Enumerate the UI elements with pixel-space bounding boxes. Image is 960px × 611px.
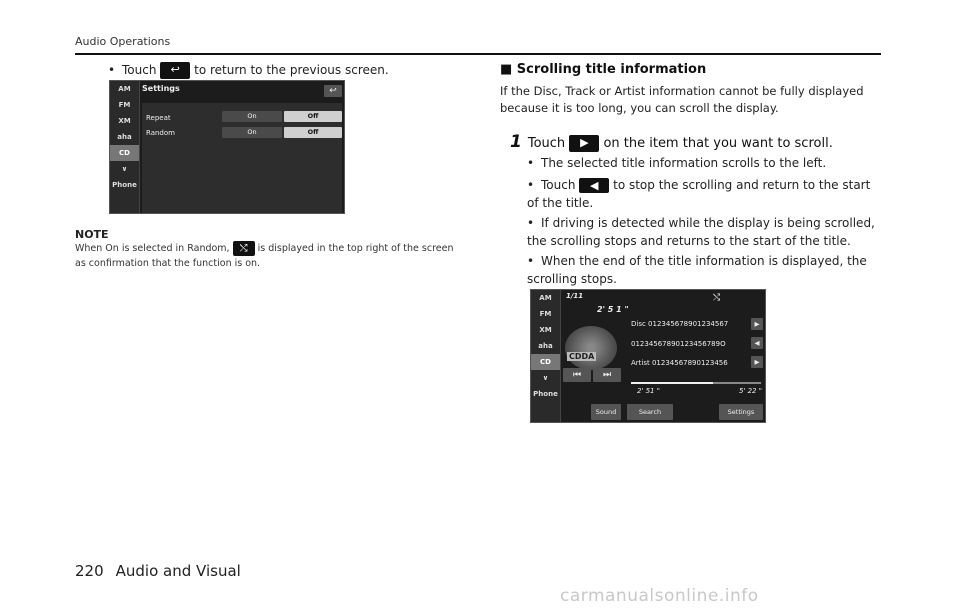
- page-number: 220: [75, 562, 104, 580]
- step-1: 1 Touch ▶ on the item that you want to scroll.: [510, 132, 833, 152]
- sound-button: Sound: [591, 404, 621, 420]
- touch-back-bullet: • Touch ↩ to return to the previous screen.: [108, 63, 389, 77]
- bullet-end-of-title: • When the end of the title information is displayed, the scrolling stops.: [527, 254, 867, 286]
- artist-scroll-button: ▶: [751, 356, 763, 368]
- back-icon: ↩: [324, 85, 342, 97]
- track-scroll-button: ◀: [751, 337, 763, 349]
- artist-title: Artist 01234567890123456: [631, 359, 728, 367]
- play-icon: ▶: [569, 135, 599, 152]
- status-icons: ⤭: [713, 293, 721, 303]
- repeat-off-button: Off: [284, 111, 342, 122]
- repeat-label: Repeat: [146, 114, 171, 122]
- random-on-button: On: [222, 127, 282, 138]
- random-off-button: Off: [284, 127, 342, 138]
- search-button: Search: [627, 404, 673, 420]
- big-time: 2' 5 1 ": [597, 305, 629, 314]
- repeat-on-button: On: [222, 111, 282, 122]
- bullet-stop-scroll: • Touch ◀ to stop the scrolling and return to the start of the title.: [527, 178, 871, 210]
- random-icon: ⤭: [233, 241, 255, 256]
- bullet-scrolls-left: • The selected title information scrolls to the left.: [527, 156, 827, 170]
- step-number: 1: [510, 132, 522, 152]
- stop-icon: ◀: [579, 178, 609, 193]
- settings-title: Settings: [142, 84, 180, 93]
- cdda-label: CDDA: [569, 352, 595, 361]
- total-time: 5' 22 ": [739, 387, 762, 395]
- track-title: 01234567890123456789O: [631, 340, 726, 348]
- page-footer: [75, 562, 253, 580]
- section-title: ■ Scrolling title information: [500, 62, 707, 77]
- cd-screenshot: [530, 289, 766, 423]
- back-icon: ↩: [160, 62, 190, 79]
- footer-section: Audio and Visual: [115, 562, 241, 580]
- progress-fill: [631, 382, 713, 384]
- cd-disc-icon: [565, 326, 617, 370]
- settings-sidebar: AM FM XM aha CD ∨ Phone: [110, 81, 140, 213]
- disc-title: Disc 012345678901234567: [631, 320, 729, 328]
- next-track-button: ⏭: [593, 368, 621, 382]
- cd-sidebar: AM FM XM aha CD ∨ Phone: [531, 290, 561, 422]
- elapsed-time: 2' 51 ": [637, 387, 660, 395]
- progress-bar: [631, 382, 761, 384]
- watermark: carmanualsonline.info: [560, 586, 759, 606]
- running-header: Audio Operations: [75, 35, 171, 48]
- prev-track-button: ⏮: [563, 368, 591, 382]
- bullet-driving: • If driving is detected while the display is being scrolled, the scrolling stops and returns to the start of the title.: [527, 216, 875, 248]
- header-rule: [75, 53, 881, 55]
- note-text: When On is selected in Random, ⤭ is displayed in the top right of the screen as confirmation that the function is on.: [75, 243, 454, 269]
- random-label: Random: [146, 129, 175, 137]
- track-number: 1/11: [566, 292, 584, 300]
- section-text: If the Disc, Track or Artist information cannot be fully displayed because it is too long, you can scroll the display.: [500, 84, 864, 115]
- settings-button: Settings: [719, 404, 763, 420]
- settings-screenshot: [109, 80, 345, 214]
- disc-scroll-button: ▶: [751, 318, 763, 330]
- note-heading: NOTE: [75, 228, 109, 241]
